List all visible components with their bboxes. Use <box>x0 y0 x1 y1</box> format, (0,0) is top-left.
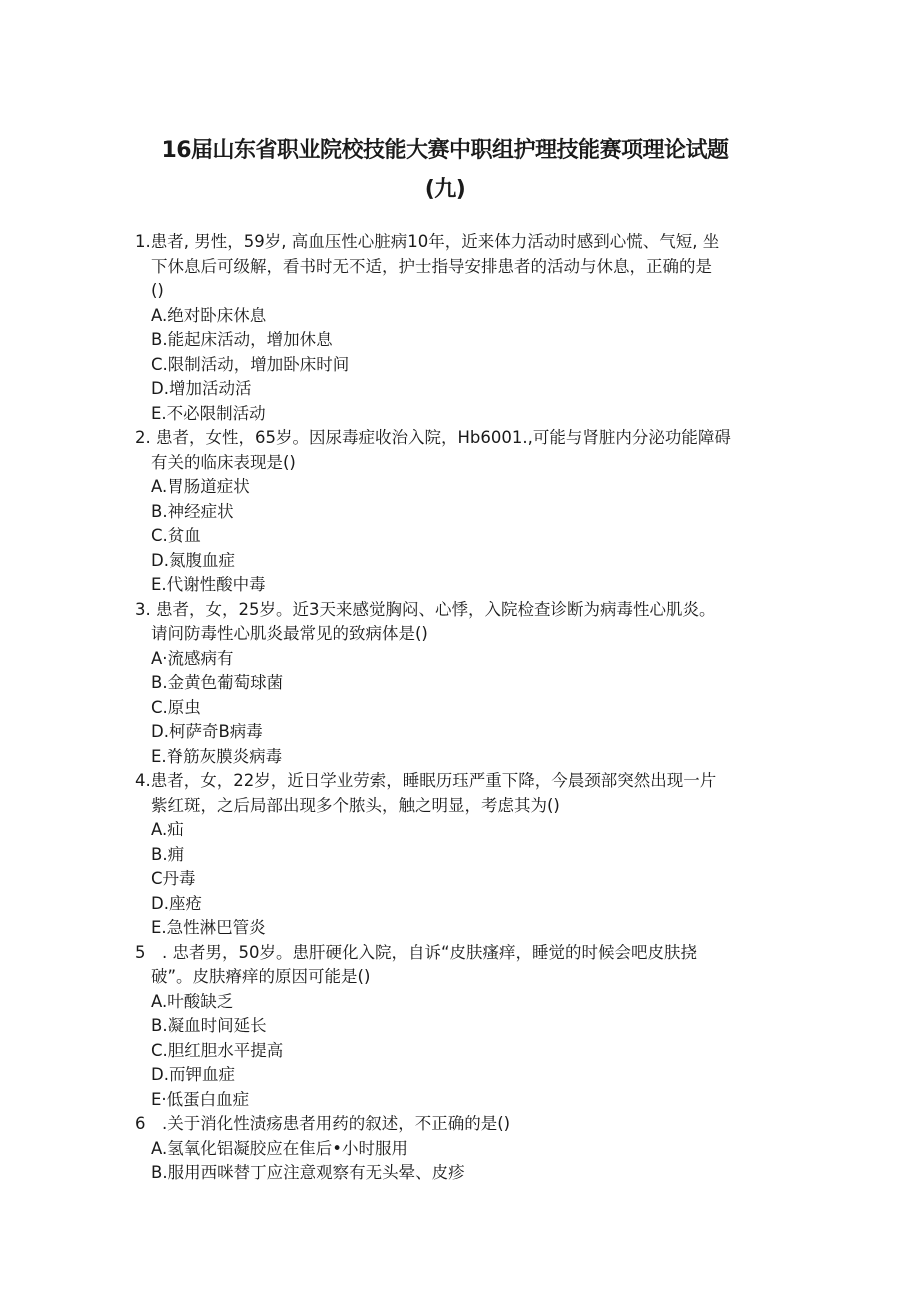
question-stem-continued: () <box>151 281 164 300</box>
question-stem-continued: 破”。皮肤瘠痒的原因可能是() <box>151 967 371 986</box>
question-stem: 4.患者，女，22岁，近日学业劳索，睡眠历珏严重下降，今晨颈部突然出现一片 <box>135 771 717 790</box>
answer-option: C.限制活动，增加卧床时间 <box>151 354 350 374</box>
question-stem: 5 . 忠者男，50岁。患肝硬化入院，自诉“皮肤瘙痒，睡觉的时候会吧皮肤挠 <box>135 942 698 962</box>
answer-option: C.贫血 <box>151 526 201 545</box>
question-stem: 3. 患者，女，25岁。近3天来感觉胸闷、心悸，入院检查诊断为病毒性心肌炎。 <box>135 599 716 619</box>
answer-option: D.氮腹血症 <box>151 550 235 570</box>
question-stem-continued: 紫红斑，之后局部出现多个脓头，触之明显，考虑其为() <box>151 795 560 815</box>
answer-option: A.疝 <box>151 820 184 839</box>
answer-option: A.氢氧化铝凝胶应在隹后•小时服用 <box>151 1138 408 1158</box>
question-block <box>135 1112 795 1186</box>
answer-option: C.胆红胆水平提高 <box>151 1040 284 1060</box>
question-block <box>135 941 795 1113</box>
question-stem: 1.患者, 男性，59岁, 高血压性心脏病10年，近来体力活动时感到心慌、气短, 坐 <box>135 232 720 251</box>
question-block <box>135 769 795 941</box>
answer-option: E.代谢性酸中毒 <box>151 575 266 594</box>
answer-option: A·流感病有 <box>151 648 234 668</box>
question-stem: 2. 患者，女性，65岁。因尿毒症收治入院，Hb6001.,可能与肾脏内分泌功能障碍 <box>135 428 731 447</box>
answer-option: A.胃肠道症状 <box>151 477 250 496</box>
answer-option: D.而钾血症 <box>151 1065 235 1084</box>
answer-option: E.脊筋灰膜炎病毒 <box>151 746 283 766</box>
answer-option: D.柯萨奇B病毒 <box>151 722 263 741</box>
question-stem-continued: 有关的临床表现是() <box>151 452 296 472</box>
answer-option: B.神经症状 <box>151 501 234 521</box>
answer-option: C.原虫 <box>151 697 201 717</box>
answer-option: E·低蛋白血症 <box>151 1089 250 1109</box>
question-block <box>135 598 795 770</box>
answer-option: D.座疮 <box>151 893 202 913</box>
answer-option: B.服用西咪替丁应注意观察有无头晕、皮疹 <box>151 1163 465 1182</box>
answer-option: B.能起床活动，增加休息 <box>151 330 333 349</box>
question-stem: 6 .关于消化性渍疡患者用药的叙述，不正确的是() <box>135 1114 511 1133</box>
answer-option: E.急性淋巴管炎 <box>151 918 266 937</box>
question-block <box>135 426 795 598</box>
answer-option: A.绝对卧床休息 <box>151 305 267 325</box>
answer-option: B.凝血时间延长 <box>151 1016 267 1035</box>
answer-option: A.叶酸缺乏 <box>151 991 234 1011</box>
answer-option: D.增加活动活 <box>151 379 252 398</box>
question-list <box>135 230 795 1186</box>
document-title: 16届山东省职业院校技能大赛中职组护理技能赛项理论试题 <box>161 138 729 163</box>
question-block <box>135 230 795 426</box>
question-stem-continued: 请问防毒性心肌炎最常见的致病体是() <box>151 624 428 643</box>
answer-option: B.金黄色葡萄球菌 <box>151 673 284 692</box>
document-title-number: (九) <box>424 177 466 202</box>
answer-option: E.不必限制活动 <box>151 403 266 423</box>
answer-option: B.痈 <box>151 844 185 864</box>
answer-option: C丹毒 <box>151 869 196 888</box>
question-stem-continued: 下休息后可级解，看书时无不适，护士指导安排患者的活动与休息，正确的是 <box>151 256 712 276</box>
